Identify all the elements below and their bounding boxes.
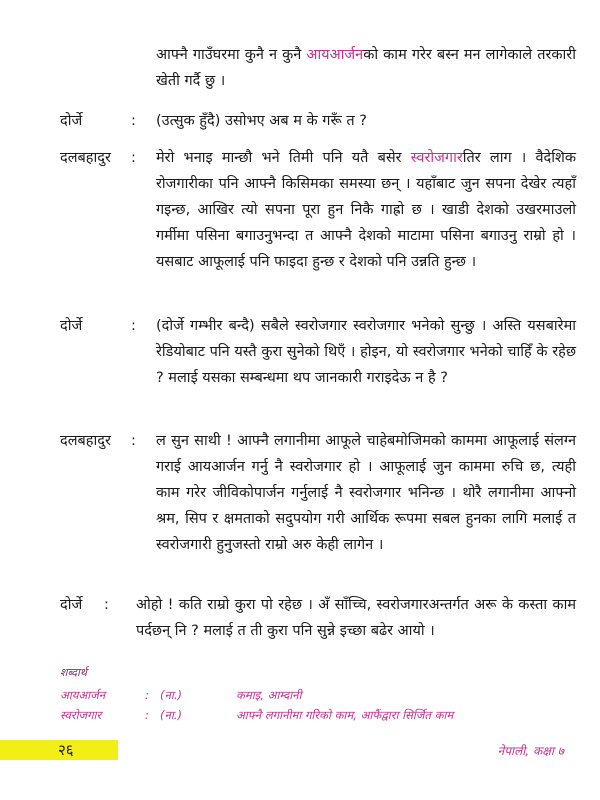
glossary-heading: शब्दार्थ (60, 666, 87, 679)
dialogue-text (156, 145, 576, 275)
glossary-pos: (ना.) (160, 688, 182, 702)
dialogue-text: (दोर्जे गम्भीर बन्दै) सबैले स्वरोजगार स्वरोजगार भनेको सुन्छु । अस्ति यसबारेमा रेडियोबाट पनि यस्तै कुरा सुनेको थिएँ । होइन, यो स्वरोजगार भनेको चाहिँ के रहेछ ? मलाई यसका सम्बन्धमा थप जानकारी गराइदेऊ न है ? (156, 318, 576, 386)
highlighted-term: आयआर्जन (306, 47, 364, 63)
glossary-entry (60, 708, 580, 726)
speaker-colon: : (131, 318, 136, 334)
dialogue-text: (उत्सुक हुँदै) उसोभए अब म के गरूँ त ? (156, 113, 367, 129)
speaker-label: दोर्जे (60, 113, 83, 129)
speaker-label: दोर्जे (60, 318, 83, 334)
speaker-colon: : (131, 113, 136, 129)
glossary-colon: : (145, 688, 149, 702)
dialogue-text: ओहो ! कति राम्रो कुरा पो रहेछ । अँ साँच्चि, स्वरोजगारअन्तर्गत अरू के कस्ता काम पर्दछन् नि ? मलाई त ती कुरा पनि सुन्ने इच्छा बढेर आयो । (136, 597, 576, 639)
speaker-label: दोर्जे (60, 597, 83, 613)
text-part: आफ्नै गाउँघरमा कुनै न कुनै (156, 47, 307, 63)
speaker-colon: : (131, 433, 136, 449)
speaker-colon: : (131, 150, 136, 166)
paragraph-continuation (156, 42, 576, 94)
speaker-colon: : (104, 597, 109, 613)
speaker-label: दलबहादुर (60, 433, 111, 449)
speaker-label: दलबहादुर (60, 150, 111, 166)
book-title: नेपाली, कक्षा ७ (497, 744, 564, 758)
glossary-colon: : (145, 708, 149, 722)
page-number: २६ (58, 741, 74, 759)
glossary-pos: (ना.) (160, 708, 182, 722)
text-part: तिर लाग । वैदेशिक रोजगारीका पनि आफ्नै किसिमका समस्या छन् । यहाँबाट जुन सपना देखेर त्यहाँ गइन्छ, आखिर त्यो सपना पूरा हुन निकै गाह्रो छ । खाडी देशको उखरमाउलो गर्मीमा पसिना बगाउनुभन्दा त आफ्नै देशको माटामा पसिना बगाउनु राम्रो हो । यसबाट आफूलाई पनि फाइदा हुन्छ र देशको पनि उन्नति हुन्छ । (156, 150, 576, 270)
glossary-word: आयआर्जन (60, 688, 106, 702)
highlighted-term: स्वरोजगार (410, 150, 463, 166)
dialogue-text: ल सुन साथी ! आफ्नै लगानीमा आफूले चाहेबमोजिमको काममा आफूलाई संलग्न गराई आयआर्जन गर्नु नै स्वरोजगार हो । आफूलाई जुन काममा रुचि छ, त्यही काम गरेर जीविकोपार्जन गर्नुलाई नै स्वरोजगार भनिन्छ । थोरै लगानीमा आफ्नो श्रम, सिप र क्षमताको सदुपयोग गरी आर्थिक रूपमा सबल हुनका लागि मलाई त स्वरोजगारी हुनुजस्तो राम्रो अरु केही लागेन । (156, 433, 576, 553)
glossary-word: स्वरोजगार (60, 708, 102, 722)
glossary-meaning: कमाइ, आम्दानी (236, 688, 302, 702)
text-part: मेरो भनाइ मान्छौ भने तिमी पनि यतै बसेर (156, 150, 411, 166)
glossary-entry (60, 688, 580, 706)
text-part: को काम गरेर बस्न मन लागेकाले तरकारी खेती गर्दै छु । (156, 47, 576, 89)
glossary-meaning: आफ्नै लगानीमा गरिको काम, आफैंद्वारा सिर्जित काम (236, 708, 454, 722)
